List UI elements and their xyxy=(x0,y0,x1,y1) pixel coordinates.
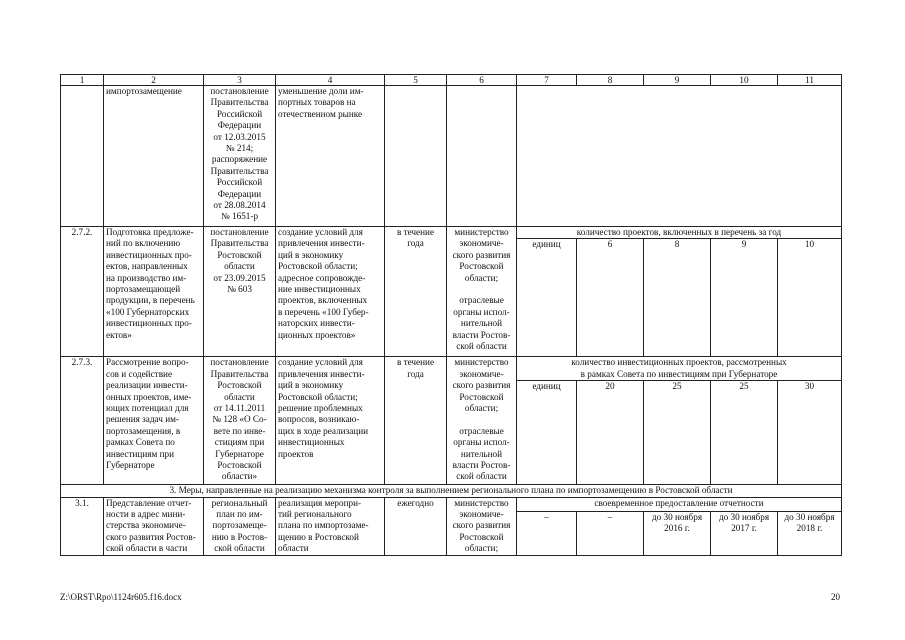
expected-result: создание условий для привлечения инвести- ций в экономику Ростовской области; решение проблемных вопросов, возникаю- щих в ходе реализации инвестиционных проектов xyxy=(276,357,385,485)
table-row xyxy=(61,497,842,511)
value-2016: 20 xyxy=(577,381,644,485)
value-2015: – xyxy=(577,511,644,555)
header-row xyxy=(61,75,842,86)
value-2018: 25 xyxy=(711,381,778,485)
legal-basis: постановление Правительства Ростовской области от 23.09.2015 № 603 xyxy=(204,227,276,357)
value-2016: до 30 ноября 2016 г. xyxy=(644,511,711,555)
indicator: количество проектов, включенных в перечень за год xyxy=(517,227,842,239)
deadline: в течение года xyxy=(385,357,447,485)
measure-name: Подготовка предложе- ний по включению инвестиционных про- ектов, направленных на производство им- портозамещающей продукции, в перечень «100 Губернаторских инвестиционных про- ектов» xyxy=(104,227,204,357)
unit: единиц xyxy=(517,381,577,485)
expected-result: уменьшение доли им- портных товаров на отечественном рынке xyxy=(276,86,385,227)
header-cell: 11 xyxy=(778,75,842,86)
section-heading-row xyxy=(61,485,842,497)
unit: единиц xyxy=(517,239,577,357)
file-path: Z:\ORST\Rpo\1124r605.f16.docx xyxy=(60,592,182,602)
header-cell: 2 xyxy=(104,75,204,86)
table-row xyxy=(61,86,842,227)
header-cell: 8 xyxy=(577,75,644,86)
header-cell: 9 xyxy=(644,75,711,86)
header-cell: 5 xyxy=(385,75,447,86)
table-row xyxy=(61,357,842,381)
indicator: своевременное предоставление отчетности xyxy=(517,497,842,511)
table-row xyxy=(61,227,842,239)
value-2019: 30 xyxy=(778,381,842,485)
section-title: 3. Меры, направленные на реализацию механизма контроля за выполнением регионального плана по импортозамещению в Ростовской области xyxy=(61,485,842,497)
header-cell: 1 xyxy=(61,75,104,86)
value-2017: до 30 ноября 2017 г. xyxy=(711,511,778,555)
expected-result: реализация меропри- тий регионального плана по импортозаме- щению в Ростовской области xyxy=(276,497,385,555)
expected-result: создание условий для привлечения инвести- ций в экономику Ростовской области; адресное сопровожде- ние инвестиционных проектов, включенных в перечень «100 Губер- наторских инвести- ционных проектов» xyxy=(276,227,385,357)
value-2018: 9 xyxy=(711,239,778,357)
deadline: в течение года xyxy=(385,227,447,357)
deadline: ежегодно xyxy=(385,497,447,555)
row-number: 3.1. xyxy=(61,497,104,555)
measure-name: Представление отчет- ности в адрес мини- стерства экономиче- ского развития Ростов- ской области в части xyxy=(104,497,204,555)
header-cell: 6 xyxy=(447,75,517,86)
value-2016: 6 xyxy=(577,239,644,357)
document-table xyxy=(60,74,842,556)
responsible: министерство экономиче- ского развития Ростовской области; xyxy=(447,497,517,555)
measure-name: импортозамещение xyxy=(104,86,204,227)
row-number: 2.7.3. xyxy=(61,357,104,485)
value-2017: 25 xyxy=(644,381,711,485)
header-cell: 3 xyxy=(204,75,276,86)
value-2018: до 30 ноября 2018 г. xyxy=(778,511,842,555)
header-cell: 4 xyxy=(276,75,385,86)
responsible: министерство экономиче- ского развития Ростовской области; отраслевые органы испол- нительной власти Ростов- ской области xyxy=(447,357,517,485)
row-number: 2.7.2. xyxy=(61,227,104,357)
page-number: 20 xyxy=(831,592,840,602)
header-cell: 7 xyxy=(517,75,577,86)
measure-name: Рассмотрение вопро- сов и содействие реализации инвести- онных проектов, име- ющих потенциал для решения задач им- портозамещения, в рамках Совета по инвестициям при Губернаторе xyxy=(104,357,204,485)
legal-basis: постановление Правительства Ростовской области от 14.11.2011 № 128 «О Со- вете по инве- стициям при Губернаторе Ростовской области» xyxy=(204,357,276,485)
indicator: количество инвестиционных проектов, рассмотренных в рамках Совета по инвестициям при Губернаторе xyxy=(517,357,842,381)
responsible: министерство экономиче- ского развития Ростовской области; отраслевые органы испол- нительной власти Ростов- ской области xyxy=(447,227,517,357)
value-2014: – xyxy=(517,511,577,555)
legal-basis: региональный план по им- портозамеще- нию в Ростов- ской области xyxy=(204,497,276,555)
header-cell: 10 xyxy=(711,75,778,86)
value-2017: 8 xyxy=(644,239,711,357)
legal-basis: постановление Правительства Российской Федерации от 12.03.2015 № 214; распоряжение Правительства Российской Федерации от 28.08.2014 № 1651-р xyxy=(204,86,276,227)
value-2019: 10 xyxy=(778,239,842,357)
